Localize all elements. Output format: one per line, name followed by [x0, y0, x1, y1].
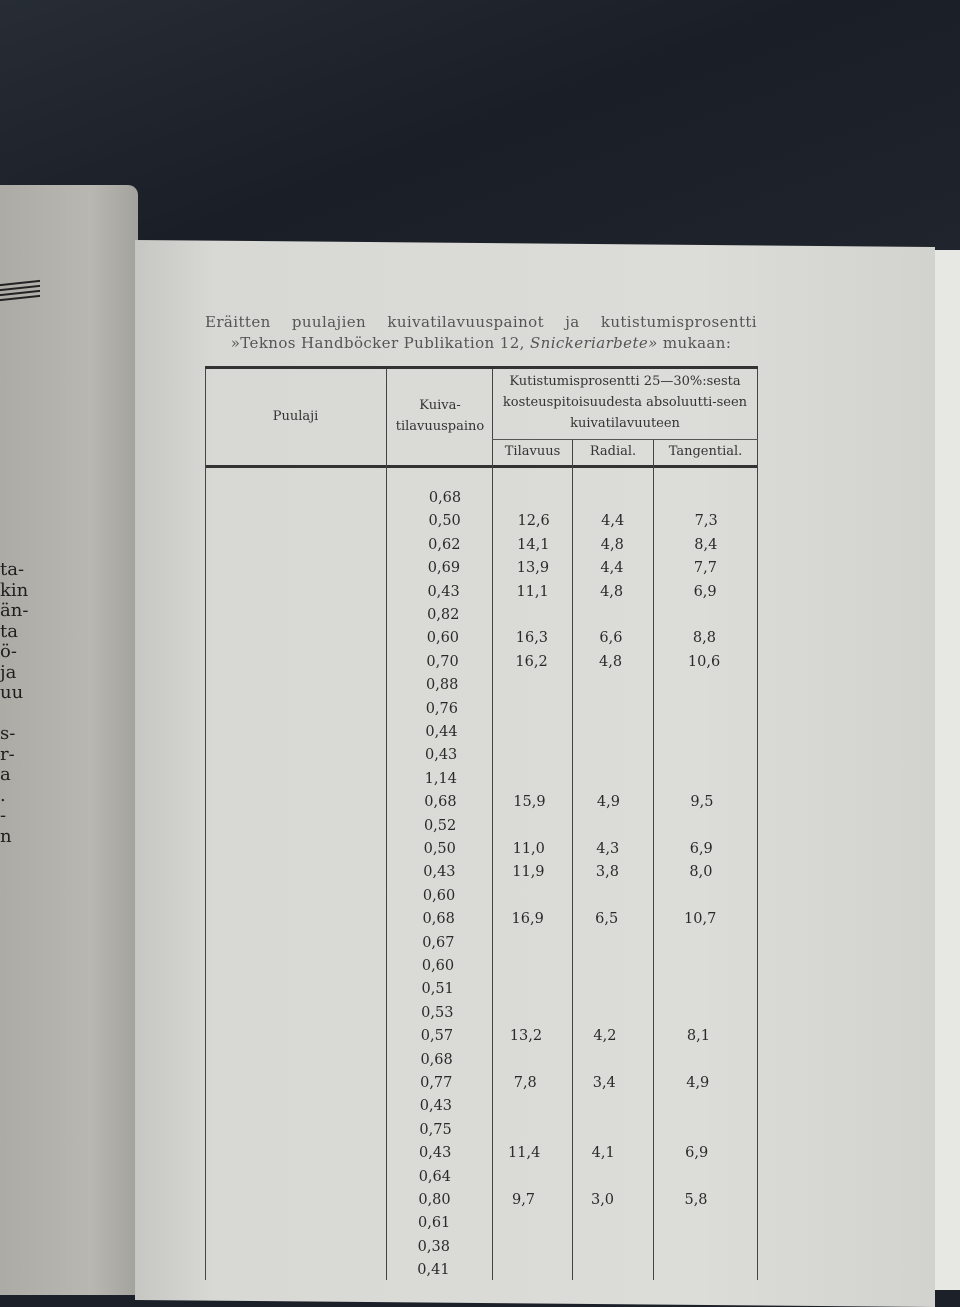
header-radial: Radial. — [589, 444, 637, 459]
volume-value: 7,8 — [513, 1075, 537, 1091]
left-page-text — [0, 560, 28, 847]
radial-value: 4,3 — [596, 841, 620, 857]
radial-value: 3,8 — [595, 864, 619, 881]
tangential-value: 10,6 — [687, 653, 721, 670]
density-value: 0,43 — [419, 1098, 453, 1115]
left-page — [0, 185, 138, 1295]
tangential-value: 8,0 — [689, 864, 713, 881]
caption-suffix: mukaan: — [657, 334, 732, 352]
radial-value: 4,9 — [596, 794, 620, 811]
table-row — [200, 818, 753, 843]
subheader-rule — [492, 439, 758, 440]
tangential-value: 9,5 — [690, 794, 714, 811]
density-value: 0,51 — [421, 981, 454, 998]
table-caption — [205, 312, 757, 354]
ornament-lines — [0, 282, 40, 302]
table-row — [196, 1075, 749, 1100]
radial-value: 4,1 — [591, 1145, 615, 1162]
table-row — [194, 1239, 747, 1264]
tangential-value: 6,9 — [685, 1145, 709, 1162]
table-row — [195, 1169, 748, 1194]
density-value: 0,44 — [425, 724, 458, 740]
density-value: 0,68 — [424, 794, 457, 811]
volume-value: 15,9 — [513, 794, 546, 811]
density-value: 1,14 — [424, 770, 457, 787]
header-density: Kuiva-tilavuuspaino — [395, 398, 485, 434]
table-row — [197, 1005, 750, 1030]
table-row — [199, 864, 752, 889]
radial-value: 4,8 — [599, 653, 623, 670]
density-value: 0,68 — [422, 911, 455, 928]
table-row — [198, 935, 751, 960]
header-volume: Tilavuus — [504, 444, 561, 459]
tangential-value: 4,9 — [686, 1075, 710, 1091]
density-value: 0,41 — [417, 1262, 450, 1279]
density-value: 0,80 — [418, 1192, 451, 1208]
text-fragment: uu — [0, 682, 24, 703]
table-row — [202, 677, 755, 702]
density-value: 0,82 — [427, 607, 460, 623]
text-fragment: a — [0, 764, 11, 785]
density-value: 0,69 — [427, 560, 461, 577]
text-fragment: ja — [0, 661, 17, 683]
density-value: 0,88 — [426, 677, 459, 694]
tangential-value: 8,8 — [692, 630, 716, 647]
table-row — [202, 701, 755, 726]
density-value: 0,43 — [425, 747, 458, 764]
text-fragment: s- — [0, 723, 16, 744]
radial-value: 6,5 — [595, 911, 619, 928]
table-row — [193, 1262, 746, 1287]
volume-value: 9,7 — [511, 1192, 536, 1208]
text-fragment: ta — [0, 620, 18, 642]
caption-line-1: Eräitten puulajien kuivatilavuuspainot ja kutistumisprosentti — [205, 313, 757, 331]
density-value: 0,64 — [418, 1168, 451, 1185]
text-fragment: kin — [0, 579, 29, 601]
caption-source-title: Snickeriarbete» — [529, 334, 658, 352]
density-value: 0,70 — [426, 653, 459, 670]
density-value: 0,50 — [428, 513, 461, 530]
volume-value: 11,4 — [508, 1145, 541, 1162]
density-value: 0,60 — [426, 630, 460, 647]
table-row — [202, 724, 755, 749]
volume-value: 14,1 — [517, 536, 550, 553]
table-row — [203, 654, 756, 679]
text-fragment: ta- — [0, 559, 25, 580]
density-value: 0,62 — [428, 536, 461, 553]
tangential-value: 7,3 — [694, 513, 718, 530]
table-row — [199, 911, 752, 936]
table-row — [198, 958, 751, 983]
table-row — [195, 1145, 748, 1170]
text-fragment: . — [0, 784, 6, 806]
tangential-value: 6,9 — [693, 583, 717, 600]
volume-value: 11,9 — [512, 864, 545, 881]
tangential-value: 10,7 — [684, 911, 717, 928]
text-fragment: r- — [0, 743, 15, 765]
table-row — [204, 537, 757, 562]
table-row — [204, 584, 757, 609]
tangential-value: 8,1 — [686, 1028, 710, 1045]
volume-value: 11,1 — [516, 583, 549, 600]
tangential-value: 6,9 — [689, 841, 713, 857]
tangential-value: 8,4 — [694, 536, 718, 553]
radial-value: 4,4 — [600, 560, 624, 577]
header-bottom-rule — [205, 465, 758, 468]
radial-value: 6,6 — [599, 630, 623, 647]
tangential-value: 5,8 — [684, 1192, 708, 1208]
table-row — [203, 607, 756, 632]
table-row — [203, 630, 756, 655]
header-tangential: Tangential. — [668, 444, 743, 459]
table-row — [198, 981, 751, 1006]
density-value: 0,68 — [420, 1051, 453, 1068]
table-row — [201, 771, 754, 796]
header-species: Puulaji — [272, 409, 319, 424]
table-row — [205, 490, 758, 515]
density-value: 0,60 — [421, 958, 455, 974]
caption-line-2 — [205, 333, 757, 354]
density-value: 0,57 — [420, 1028, 454, 1045]
volume-value: 16,3 — [515, 630, 549, 647]
desk-background — [0, 0, 960, 260]
density-value: 0,76 — [425, 700, 458, 717]
radial-value: 4,8 — [600, 583, 624, 600]
density-value: 0,53 — [421, 1004, 454, 1021]
density-value: 0,52 — [423, 817, 457, 834]
table-row — [200, 841, 753, 866]
volume-value: 12,6 — [517, 513, 550, 530]
table-row — [205, 513, 758, 538]
density-value: 0,67 — [422, 934, 455, 951]
table-row — [197, 1052, 750, 1077]
top-rule — [205, 366, 758, 369]
radial-value: 3,4 — [592, 1075, 616, 1091]
density-value: 0,68 — [428, 490, 462, 506]
table-row — [195, 1192, 748, 1217]
table-row — [200, 794, 753, 819]
wood-table — [205, 366, 758, 1280]
header-shrinkage: Kutistumisprosentti 25—30%:sesta kosteuspitoisuudesta absoluutti-seen kuivatilavuuteen — [502, 374, 748, 431]
text-fragment: - — [0, 805, 7, 826]
volume-value: 16,9 — [511, 911, 544, 928]
text-fragment: ö- — [0, 641, 17, 662]
radial-value: 4,2 — [593, 1028, 617, 1045]
volume-value: 13,2 — [509, 1028, 543, 1045]
radial-value: 4,8 — [600, 536, 624, 553]
caption-source: »Teknos Handböcker Publikation 12, — [230, 334, 530, 352]
table-row — [204, 560, 757, 585]
volume-value: 16,2 — [515, 653, 548, 670]
density-value: 0,61 — [418, 1215, 451, 1232]
table-row — [199, 888, 752, 913]
density-value: 0,50 — [423, 841, 456, 857]
table-row — [196, 1098, 749, 1123]
density-value: 0,43 — [427, 583, 460, 600]
radial-value: 3,0 — [590, 1192, 615, 1208]
density-value: 0,75 — [419, 1121, 452, 1138]
text-fragment — [0, 704, 28, 725]
radial-value: 4,4 — [601, 513, 625, 530]
density-value: 0,43 — [419, 1145, 452, 1162]
table-row — [196, 1122, 749, 1147]
table-row — [194, 1215, 747, 1240]
table-row — [197, 1028, 750, 1053]
text-fragment: än- — [0, 600, 29, 621]
density-value: 0,43 — [423, 864, 456, 881]
density-value: 0,77 — [420, 1075, 453, 1091]
volume-value: 11,0 — [512, 841, 545, 857]
text-fragment: n — [0, 825, 12, 847]
tangential-value: 7,7 — [693, 560, 717, 577]
density-value: 0,60 — [422, 887, 456, 904]
density-value: 0,38 — [417, 1238, 450, 1255]
table-row — [201, 747, 754, 772]
volume-value: 13,9 — [516, 560, 550, 577]
